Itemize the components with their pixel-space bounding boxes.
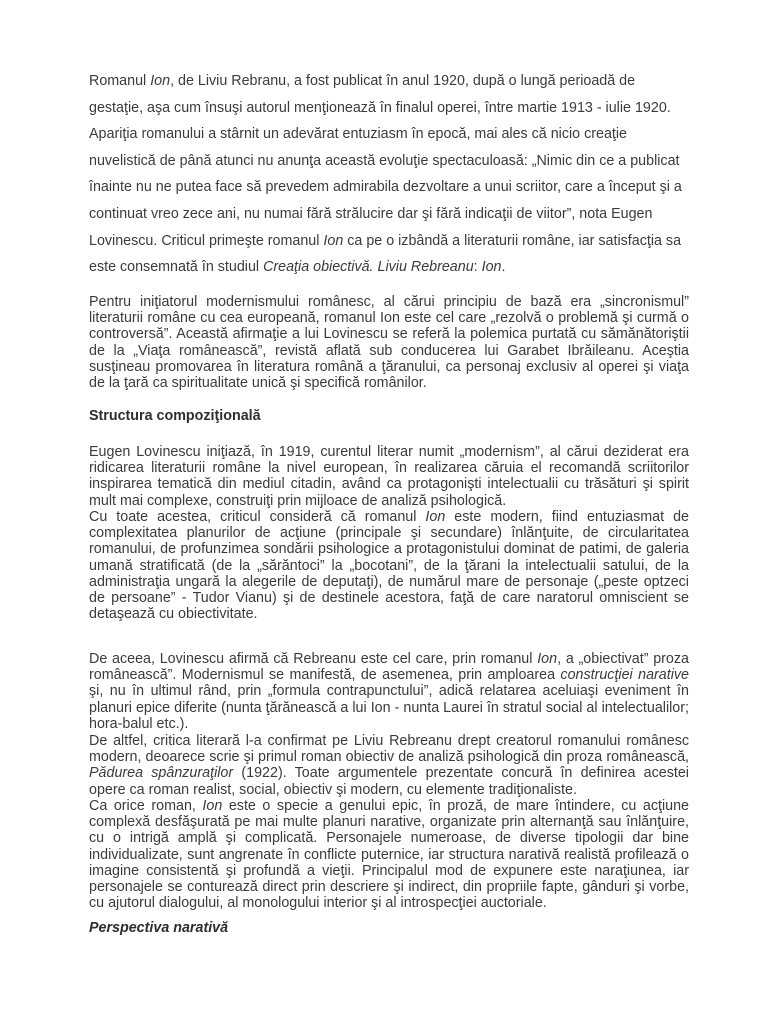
text-run: , de Liviu Rebranu, a fost publicat în anul 1920, după o lungă perioadă de gestaţie, aşa cum însuşi autorul menţionează în finalul operei, între martie 1913 - iulie 1920. Apariţia romanului a stârnit un adevărat entuziasm în epocă, mai ales că nicio creaţie nuvelistică de până atunci nu anunţa această evoluţie spectaculoasă: „Nimic din ce a publicat înainte nu ne putea face să prevedem admirabila dezvoltare a unui scriitor, care a început şi a continuat vreo zece ani, nu numai fără strălucire dar şi fără indicaţii de viitor”, nota Eugen Lovinescu. Criticul primeşte romanul [89, 73, 682, 249]
text-run: (1922). Toate argumentele prezentate concură în definirea acestei opere ca roman realist, social, obiectiv şi modern, cu elemente tradiţionaliste. [89, 765, 689, 798]
text-run: . [501, 259, 506, 276]
text-run: Cu toate acestea, criticul consideră că romanul [89, 509, 426, 525]
text-run: , a „obiectivat” proza românească”. Modernismul se manifestă, de asemenea, prin amploarea [89, 651, 689, 684]
text-run: De altfel, critica literară l-a confirmat pe Liviu Rebreanu drept creatorul romanului românesc modern, deoarece scrie şi primul roman obiectiv de analiză psihologică din proza românească, [89, 733, 689, 766]
study-title: Creaţia obiectivă. Liviu Rebreanu [263, 259, 474, 276]
modernism-paragraph: Eugen Lovinescu iniţiază, în 1919, curentul literar numit „modernism”, al cărui deziderat era ridicarea literaturii române la nivel european, în realizarea căruia el recomandă scriitorilor inspirarea tematică din mediul citadin, având ca protagonişti intelectualii cu trăsături şi spirit mult mai complexe, construiţi prin mijloace de analiză psihologică. [89, 444, 689, 509]
text-run: şi, nu în ultimul rând, prin „formula contrapunctului”, adică relatarea aceluiaşi eveniment în planuri epice diferite (nunta ţărănească a lui Ion - nunta Laurei în stratul social al intelectualilor; hora-balul etc.). [89, 683, 689, 732]
text-run: este modern, fiind entuziasmat de complexitatea planurilor de acţiune (principale şi secundare) înlănţuite, de circularitatea romanului, de profunzimea sondării psihologice a protagonistului dominat de patimi, de galeria umană stratificată (de la „sărăntoci” la „bocotani”, de la ţărani la intelectualii satului, de la administraţia ungară la alegerile de deputaţi), de numărul mare de personaje („peste optzeci de persoane” - Tudor Vianu) şi de destinele acestora, faţă de care naratorul omniscient se detaşează cu obiectivitate. [89, 509, 689, 623]
title-ion: Ion [537, 651, 558, 667]
text-run: ca pe o izbândă a literaturii române, iar satisfacţia sa este consemnată în studiul [89, 232, 682, 276]
title-ion: Ion [150, 73, 171, 89]
title-ion: Ion [481, 259, 502, 276]
title-ion: Ion [425, 509, 446, 525]
intro-paragraph [89, 68, 689, 281]
section-heading-perspectiva: Perspectiva narativă [89, 920, 229, 936]
lovinescu-paragraph: Pentru iniţiatorul modernismului românesc, al cărui principiu de bază era „sincronismul” literaturii române cu cea europeană, romanul Ion este cel care „rezolvă o problemă şi curmă o controversă”. Această afirmaţie a lui Lovinescu se referă la polemica purtată cu sămănătoriştii de la „Viaţa românească”, revistă aflată sub conducerea lui Garabet Ibrăileanu. Aceştia susţineau promovarea în literatura română a ţăranului, ca personaj exclusiv al operei şi viaţa de la ţară ca spiritualitate unică şi specifică românilor. [89, 294, 689, 392]
criticism-paragraph [89, 509, 689, 622]
text-run: De aceea, Lovinescu afirmă că Rebreanu este cel care, prin romanul [89, 651, 538, 667]
text-run: este o specie a genului epic, în proză, de mare întindere, cu acţiune complexă desfăşurată pe mai multe planuri narative, organizate prin alternanţă sau înlănţuire, cu o intrigă amplă şi complicată. Personajele numeroase, de diverse tipologii dar bine individualizate, sunt angrenate în conflicte puternice, iar structura narativă realistă profilează o imagine consistentă şi profundă a vieţii. Principalul mod de expunere este naraţiunea, iar personajele se conturează direct prin descriere şi indirect, din propriile fapte, gânduri şi vorbe, cu ajutorul dialogului, al monologului interior şi al introspecţiei auctoriale. [89, 798, 689, 912]
title-ion: Ion [202, 798, 223, 814]
rebreanu-paragraph [89, 733, 689, 798]
section-heading-structura: Structura compoziţională [89, 408, 261, 424]
objectivity-paragraph [89, 651, 689, 732]
genre-paragraph [89, 798, 689, 911]
text-run: Ca orice roman, [89, 798, 203, 814]
title-ion: Ion [323, 232, 344, 249]
text-run: : [473, 259, 482, 276]
italic-term: construcţiei narative [560, 667, 689, 684]
text-run: Romanul [89, 73, 151, 89]
novel-title: Pădurea spânzuraţilor [89, 765, 234, 782]
